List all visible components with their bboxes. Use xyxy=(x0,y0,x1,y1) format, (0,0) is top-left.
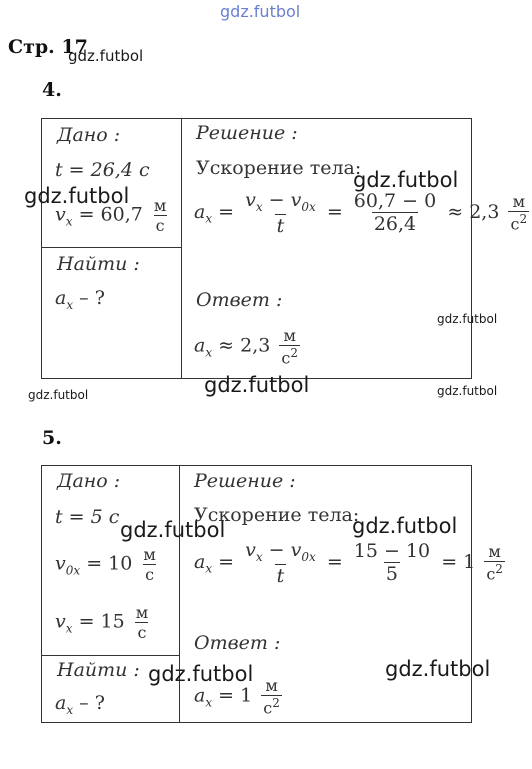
solution-text: Ускорение тела: xyxy=(196,157,362,179)
given-title: Дано : xyxy=(57,124,121,146)
answer-value: $a_x = 1$ $\frac{м}{с^2}$ xyxy=(194,676,280,718)
watermark: gdz.futbol xyxy=(148,662,254,686)
find-acceleration: $a_x$ – ? xyxy=(55,692,105,717)
watermark: gdz.futbol xyxy=(28,388,89,402)
watermark: gdz.futbol xyxy=(437,312,498,326)
unit-fraction: $\frac{м}{с}$ xyxy=(153,196,167,235)
find-title: Найти : xyxy=(57,659,140,681)
solution-formula: $a_x$ = $\frac{v_x - v_{0x}}{t}$ = $\frac{60,7 - 0}{26,4}$ ≈ 2,3 $\frac{м}{с^2}$ xyxy=(194,189,528,237)
solution-text: Ускорение тела: xyxy=(194,504,360,526)
solution-title: Решение : xyxy=(196,122,298,144)
given-title: Дано : xyxy=(57,470,121,492)
find-acceleration: $a_x$ – ? xyxy=(55,287,105,312)
watermark: gdz.futbol xyxy=(385,657,491,681)
watermark: gdz.futbol xyxy=(24,184,130,208)
watermark: gdz.futbol xyxy=(120,518,226,542)
answer-title: Ответ : xyxy=(196,289,283,311)
solution-title: Решение : xyxy=(194,470,296,492)
given-initial-velocity: $v_{0x} = 10$ $\frac{м}{с}$ xyxy=(55,545,156,584)
problem-5-number: 5. xyxy=(42,427,62,449)
watermark: gdz.futbol xyxy=(204,373,310,397)
answer-title: Ответ : xyxy=(194,632,281,654)
problem-4-number: 4. xyxy=(42,79,62,101)
given-time: t = 5 с xyxy=(55,506,120,528)
watermark: gdz.futbol xyxy=(437,384,498,398)
watermark: gdz.futbol xyxy=(68,47,144,65)
given-velocity: $v_x = 60,7$ $\frac{м}{с}$ xyxy=(55,196,167,235)
table-divider xyxy=(41,247,182,248)
table-divider xyxy=(41,655,180,656)
solution-formula: $a_x$ = $\frac{v_x - v_{0x}}{t}$ = $\frac{15 - 10}{5}$ = 1 $\frac{м}{с^2}$ xyxy=(194,539,503,587)
table-divider xyxy=(181,118,182,378)
answer-value: $a_x \approx 2,3$ $\frac{м}{с^2}$ xyxy=(194,326,298,368)
watermark-top: gdz.futbol xyxy=(220,2,301,21)
page-header: Стр. 17 xyxy=(8,36,88,58)
given-velocity: $v_x = 15$ $\frac{м}{с}$ xyxy=(55,603,149,642)
given-time: t = 26,4 с xyxy=(55,159,150,181)
watermark: gdz.futbol xyxy=(352,514,458,538)
find-title: Найти : xyxy=(57,253,140,275)
watermark: gdz.futbol xyxy=(353,168,459,192)
